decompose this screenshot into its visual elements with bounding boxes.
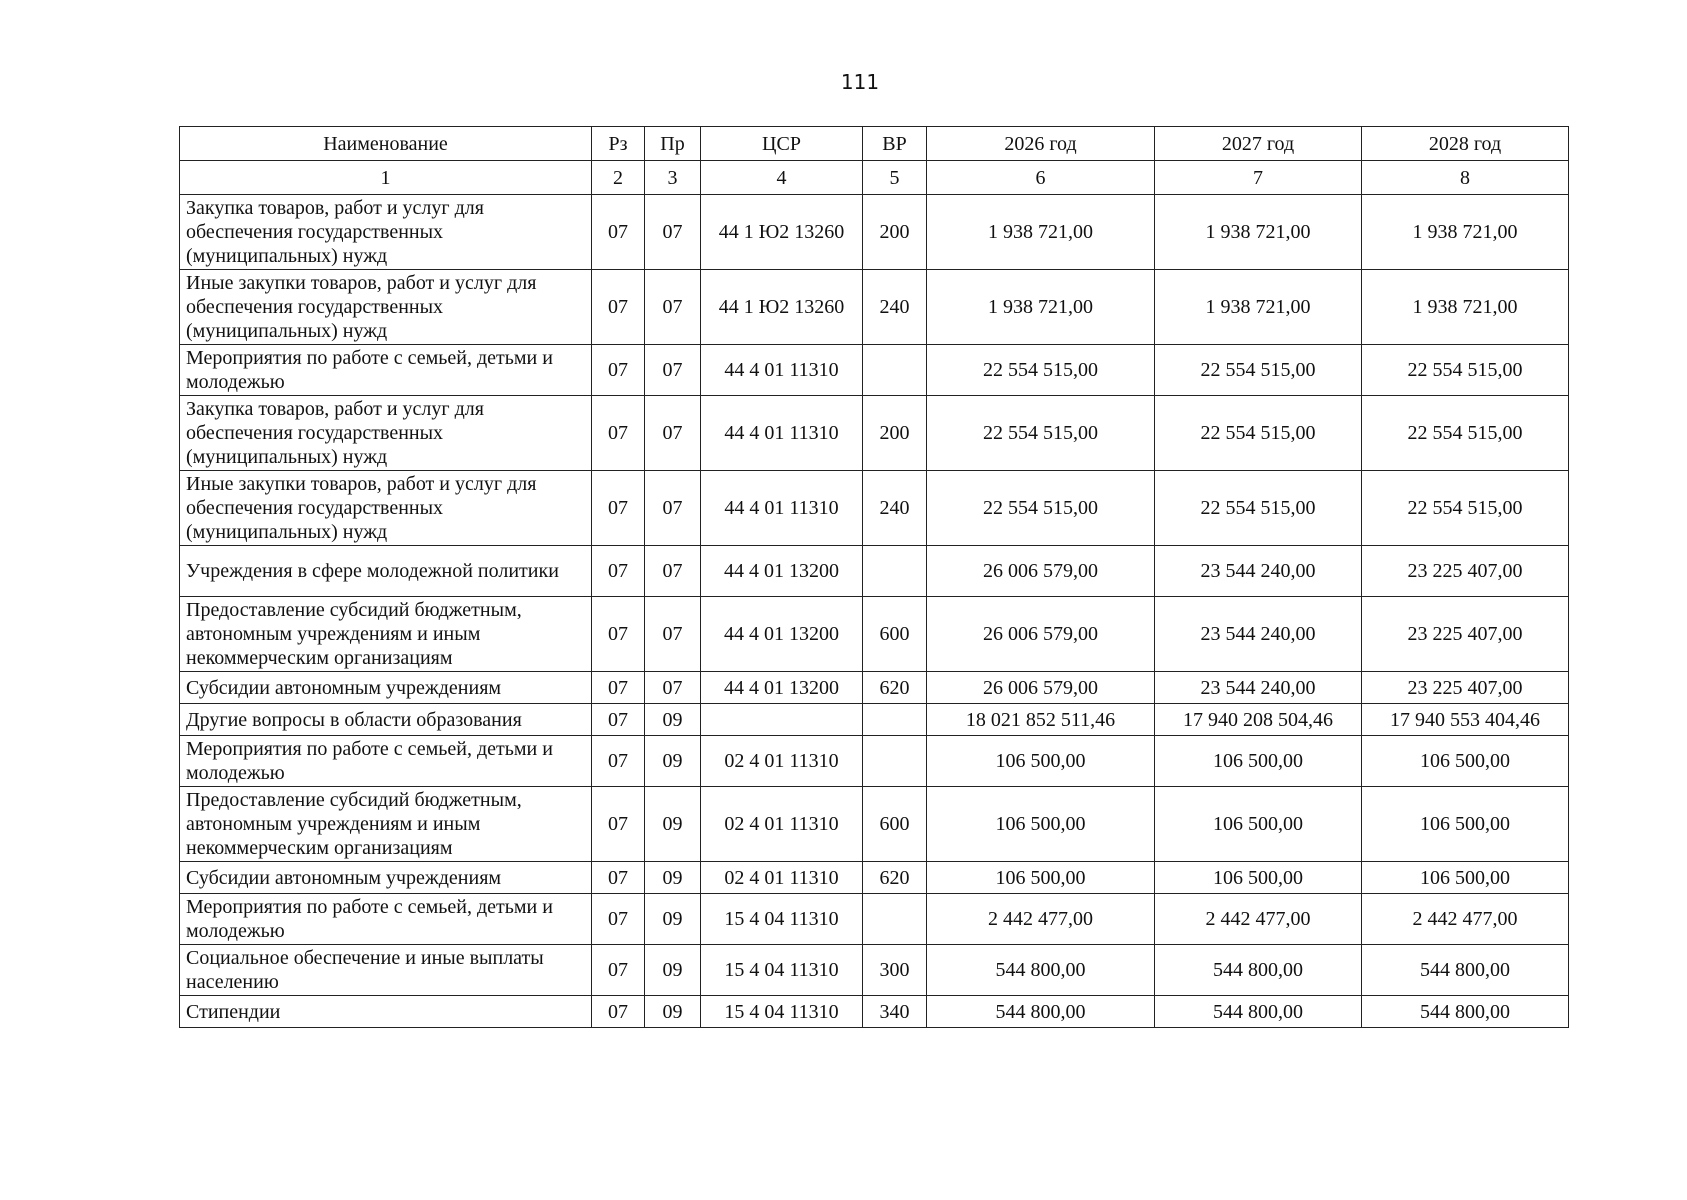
row-name: Мероприятия по работе с семьей, детьми и молодежью [180,736,592,787]
table-row [180,894,1569,945]
row-amount-2026: 106 500,00 [927,736,1155,787]
row-amount-2026: 22 554 515,00 [927,396,1155,471]
row-rz: 07 [592,894,645,945]
budget-table [179,126,1569,1028]
row-rz: 07 [592,270,645,345]
row-csr: 15 4 04 11310 [701,945,863,996]
header-pr: Пр [645,127,701,161]
row-amount-2027: 17 940 208 504,46 [1155,704,1362,736]
header-name: Наименование [180,127,592,161]
row-amount-2028: 17 940 553 404,46 [1362,704,1569,736]
row-csr: 15 4 04 11310 [701,996,863,1028]
row-csr: 44 4 01 13200 [701,597,863,672]
row-amount-2027: 22 554 515,00 [1155,396,1362,471]
row-amount-2028: 106 500,00 [1362,862,1569,894]
row-csr: 02 4 01 11310 [701,736,863,787]
column-number: 2 [592,161,645,195]
row-amount-2028: 544 800,00 [1362,945,1569,996]
row-vr [863,894,927,945]
row-pr: 09 [645,945,701,996]
row-amount-2028: 106 500,00 [1362,736,1569,787]
row-pr: 07 [645,345,701,396]
row-amount-2027: 23 544 240,00 [1155,672,1362,704]
row-vr: 600 [863,787,927,862]
table-row [180,996,1569,1028]
table-row [180,270,1569,345]
row-name: Другие вопросы в области образования [180,704,592,736]
column-number: 1 [180,161,592,195]
header-2026: 2026 год [927,127,1155,161]
row-amount-2026: 1 938 721,00 [927,195,1155,270]
row-pr: 07 [645,270,701,345]
column-number: 7 [1155,161,1362,195]
table-row [180,396,1569,471]
row-csr: 44 4 01 11310 [701,345,863,396]
table-row [180,471,1569,546]
table-row [180,597,1569,672]
row-csr: 44 4 01 13200 [701,546,863,597]
row-vr: 240 [863,471,927,546]
row-vr [863,736,927,787]
row-rz: 07 [592,736,645,787]
row-amount-2027: 106 500,00 [1155,787,1362,862]
row-amount-2027: 23 544 240,00 [1155,597,1362,672]
row-rz: 07 [592,787,645,862]
row-amount-2027: 23 544 240,00 [1155,546,1362,597]
table-row [180,862,1569,894]
row-amount-2027: 22 554 515,00 [1155,471,1362,546]
row-pr: 07 [645,672,701,704]
row-amount-2027: 106 500,00 [1155,862,1362,894]
row-rz: 07 [592,546,645,597]
row-name: Субсидии автономным учреждениям [180,672,592,704]
row-amount-2028: 22 554 515,00 [1362,396,1569,471]
row-csr: 02 4 01 11310 [701,862,863,894]
column-number: 4 [701,161,863,195]
column-number: 8 [1362,161,1569,195]
row-amount-2026: 26 006 579,00 [927,672,1155,704]
row-pr: 09 [645,704,701,736]
row-amount-2028: 2 442 477,00 [1362,894,1569,945]
row-name: Мероприятия по работе с семьей, детьми и молодежью [180,345,592,396]
row-vr [863,546,927,597]
row-rz: 07 [592,862,645,894]
row-amount-2027: 1 938 721,00 [1155,270,1362,345]
row-amount-2026: 18 021 852 511,46 [927,704,1155,736]
row-amount-2026: 544 800,00 [927,945,1155,996]
row-amount-2028: 22 554 515,00 [1362,345,1569,396]
row-vr: 620 [863,672,927,704]
row-amount-2026: 22 554 515,00 [927,471,1155,546]
row-rz: 07 [592,704,645,736]
table-row [180,546,1569,597]
row-name: Предоставление субсидий бюджетным, автономным учреждениям и иным некоммерческим организациям [180,597,592,672]
row-rz: 07 [592,471,645,546]
column-number: 5 [863,161,927,195]
row-amount-2026: 26 006 579,00 [927,597,1155,672]
row-amount-2028: 544 800,00 [1362,996,1569,1028]
header-2027: 2027 год [1155,127,1362,161]
column-number-row [180,161,1569,195]
row-vr [863,345,927,396]
row-amount-2026: 1 938 721,00 [927,270,1155,345]
row-rz: 07 [592,396,645,471]
row-vr: 200 [863,396,927,471]
header-vr: ВР [863,127,927,161]
row-pr: 09 [645,862,701,894]
row-amount-2026: 22 554 515,00 [927,345,1155,396]
row-amount-2026: 2 442 477,00 [927,894,1155,945]
row-pr: 09 [645,736,701,787]
row-pr: 07 [645,471,701,546]
row-vr: 340 [863,996,927,1028]
column-number: 6 [927,161,1155,195]
row-csr: 44 4 01 13200 [701,672,863,704]
row-vr: 200 [863,195,927,270]
row-amount-2028: 23 225 407,00 [1362,546,1569,597]
table-row [180,704,1569,736]
table-row [180,787,1569,862]
table-row [180,195,1569,270]
row-amount-2027: 2 442 477,00 [1155,894,1362,945]
row-pr: 09 [645,787,701,862]
row-pr: 07 [645,396,701,471]
row-amount-2026: 26 006 579,00 [927,546,1155,597]
row-amount-2028: 23 225 407,00 [1362,672,1569,704]
row-name: Иные закупки товаров, работ и услуг для обеспечения государственных (муниципальных) нужд [180,471,592,546]
row-rz: 07 [592,597,645,672]
row-amount-2028: 1 938 721,00 [1362,270,1569,345]
row-name: Закупка товаров, работ и услуг для обеспечения государственных (муниципальных) нужд [180,396,592,471]
table-row [180,345,1569,396]
row-amount-2028: 22 554 515,00 [1362,471,1569,546]
row-rz: 07 [592,345,645,396]
row-pr: 09 [645,894,701,945]
row-rz: 07 [592,195,645,270]
header-2028: 2028 год [1362,127,1569,161]
row-vr: 300 [863,945,927,996]
row-csr: 44 4 01 11310 [701,471,863,546]
table-row [180,672,1569,704]
row-amount-2027: 1 938 721,00 [1155,195,1362,270]
header-rz: Рз [592,127,645,161]
row-amount-2027: 544 800,00 [1155,996,1362,1028]
row-amount-2026: 544 800,00 [927,996,1155,1028]
row-vr: 600 [863,597,927,672]
row-amount-2027: 544 800,00 [1155,945,1362,996]
row-csr: 15 4 04 11310 [701,894,863,945]
row-pr: 09 [645,996,701,1028]
row-rz: 07 [592,672,645,704]
row-vr: 240 [863,270,927,345]
row-name: Стипендии [180,996,592,1028]
row-amount-2028: 1 938 721,00 [1362,195,1569,270]
row-pr: 07 [645,597,701,672]
row-name: Мероприятия по работе с семьей, детьми и молодежью [180,894,592,945]
column-number: 3 [645,161,701,195]
row-amount-2026: 106 500,00 [927,787,1155,862]
row-name: Предоставление субсидий бюджетным, автономным учреждениям и иным некоммерческим организациям [180,787,592,862]
table-row [180,945,1569,996]
row-amount-2027: 22 554 515,00 [1155,345,1362,396]
row-vr [863,704,927,736]
row-csr: 02 4 01 11310 [701,787,863,862]
header-row [180,127,1569,161]
row-pr: 07 [645,195,701,270]
row-amount-2026: 106 500,00 [927,862,1155,894]
row-amount-2028: 106 500,00 [1362,787,1569,862]
header-csr: ЦСР [701,127,863,161]
row-amount-2028: 23 225 407,00 [1362,597,1569,672]
row-rz: 07 [592,945,645,996]
page-number: 111 [840,70,880,94]
row-rz: 07 [592,996,645,1028]
row-amount-2027: 106 500,00 [1155,736,1362,787]
row-csr: 44 4 01 11310 [701,396,863,471]
row-name: Учреждения в сфере молодежной политики [180,546,592,597]
row-pr: 07 [645,546,701,597]
row-name: Иные закупки товаров, работ и услуг для обеспечения государственных (муниципальных) нужд [180,270,592,345]
row-name: Субсидии автономным учреждениям [180,862,592,894]
row-name: Закупка товаров, работ и услуг для обеспечения государственных (муниципальных) нужд [180,195,592,270]
row-csr: 44 1 Ю2 13260 [701,195,863,270]
row-csr [701,704,863,736]
table-row [180,736,1569,787]
row-vr: 620 [863,862,927,894]
row-csr: 44 1 Ю2 13260 [701,270,863,345]
row-name: Социальное обеспечение и иные выплаты населению [180,945,592,996]
